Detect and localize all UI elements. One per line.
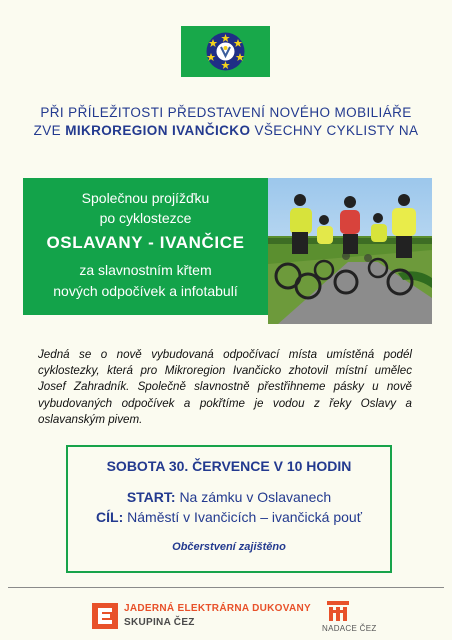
start-label: START: <box>126 489 176 505</box>
intro-organizer: MIKROREGION IVANČICKO <box>65 123 251 138</box>
event-description: Jedná se o nově vybudovaná odpočívací místa umístěná podél cyklostezky, která pro Mikroregion Ivančicko zhotovil místní umělec Josef Zahradník. Společně slavnostně přestřihneme pásky u nově vybudovaných odpočívek a pokřtíme je vodou z řeky Oslavy a oslavanským pivem. <box>38 348 412 426</box>
intro-line-2 <box>0 122 452 140</box>
ride-line-5: nových odpočívek a infotabulí <box>53 283 238 299</box>
intro-line-2-prefix: ZVE <box>33 123 66 138</box>
region-emblem-icon <box>181 26 270 77</box>
finish-label: CÍL: <box>96 509 124 525</box>
finish-value: Náměstí v Ivančicích – ivančická pouť <box>127 509 362 525</box>
ride-line-2: po cyklostezce <box>99 210 192 226</box>
ride-route: OSLAVANY - IVANČICE <box>46 233 245 252</box>
intro-line-2-suffix: VŠECHNY CYKLISTY NA <box>250 123 419 138</box>
event-finish <box>68 509 390 525</box>
cyclists-photo <box>268 178 432 324</box>
sponsor-line-1: JADERNÁ ELEKTRÁRNA DUKOVANY <box>124 603 311 614</box>
refreshments-note: Občerstvení zajištěno <box>172 541 286 553</box>
foundation-name: NADACE ČEZ <box>322 624 377 633</box>
ride-line-4: za slavnostním křtem <box>79 262 212 278</box>
cez-logo-icon <box>92 603 118 634</box>
event-details-box <box>66 445 392 573</box>
ride-invitation-box <box>23 178 268 315</box>
ride-line-1: Společnou projížďku <box>81 190 210 206</box>
intro-text <box>0 104 452 140</box>
nadace-cez-logo-icon <box>327 601 349 626</box>
sponsor-line-2: SKUPINA ČEZ <box>124 617 195 628</box>
start-value: Na zámku v Oslavanech <box>179 489 332 505</box>
event-date: SOBOTA 30. ČERVENCE V 10 HODIN <box>106 458 352 474</box>
event-start <box>68 489 390 505</box>
footer-divider <box>8 587 444 588</box>
intro-line-1: PŘI PŘÍLEŽITOSTI PŘEDSTAVENÍ NOVÉHO MOBILIÁŘE <box>40 105 412 120</box>
